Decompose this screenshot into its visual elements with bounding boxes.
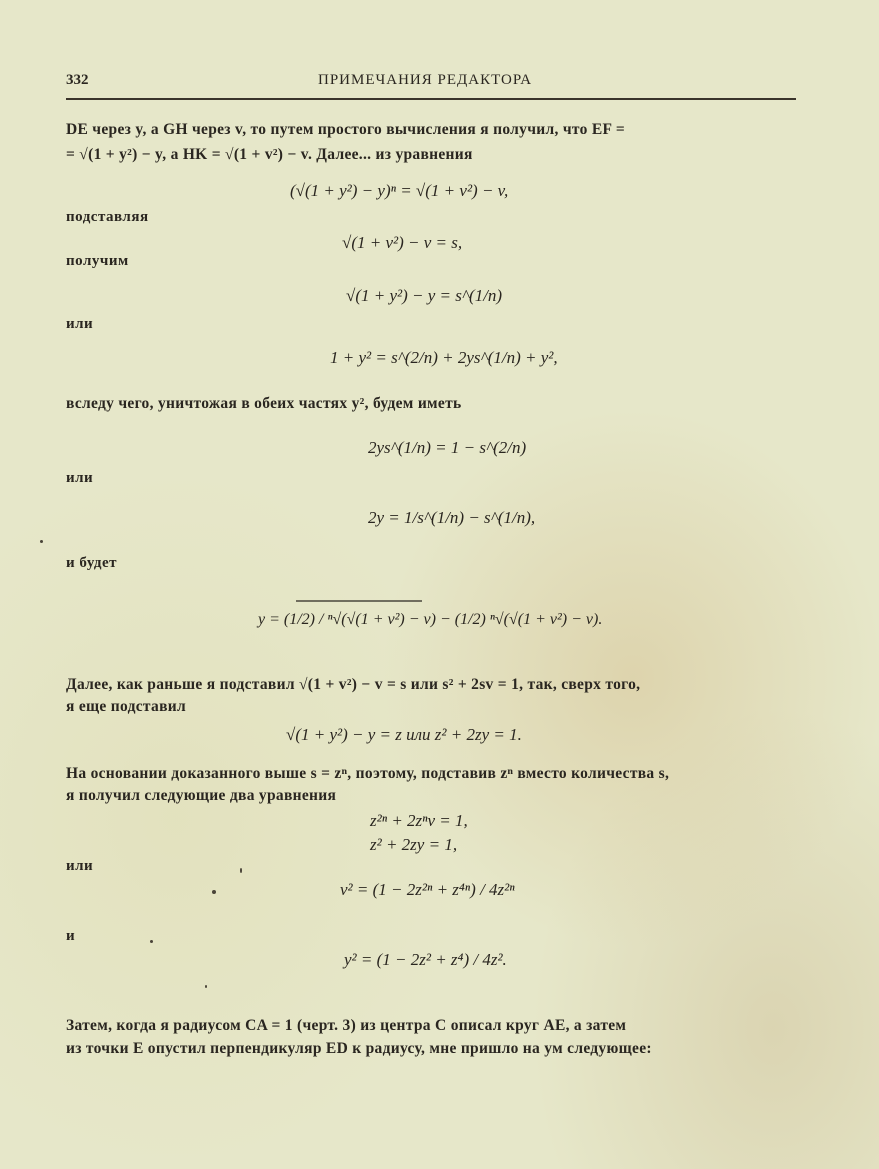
equation-9b: z² + 2zy = 1,	[370, 835, 458, 854]
para1-line1: DE через y, а GH через v, то путем простого вычисления я получил, что EF =	[66, 121, 625, 138]
paper-speck	[150, 940, 153, 943]
para2: вследу чего, уничтожая в обеих частях y², будем иметь	[66, 395, 462, 412]
word-poluchim: получим	[66, 253, 129, 269]
equation-5: 2ys^(1/n) = 1 − s^(2/n)	[368, 438, 527, 457]
para4-line2: я получил следующие два уравнения	[66, 787, 337, 804]
word-ili-2: или	[66, 470, 94, 486]
equation-9a: z²ⁿ + 2zⁿv = 1,	[370, 811, 468, 830]
equation-1: (√(1 + y²) − y)ⁿ = √(1 + v²) − v,	[290, 181, 509, 200]
equation-2: √(1 + v²) − v = s,	[342, 233, 463, 252]
para5-line2: из точки E опустил перпендикуляр ED к радиусу, мне пришло на ум следующее:	[66, 1040, 652, 1057]
para1-line2: = √(1 + y²) − y, а HK = √(1 + v²) − v. Далее... из уравнения	[66, 146, 473, 163]
paper-speck	[212, 890, 216, 894]
word-podstavlyaya: подставляя	[66, 209, 149, 225]
equation-6: 2y = 1/s^(1/n) − s^(1/n),	[368, 508, 536, 527]
para4-line1: На основании доказанного выше s = zⁿ, поэтому, подставив zⁿ вместо количества s,	[66, 765, 670, 782]
paper-speck	[205, 985, 207, 988]
para5-line1: Затем, когда я радиусом CA = 1 (черт. 3) из центра C описал круг AE, а затем	[66, 1017, 627, 1034]
fraction-bar-eq7	[290, 596, 610, 606]
equation-11: y² = (1 − 2z² + z⁴) / 4z².	[344, 950, 507, 969]
header-rule	[66, 98, 796, 100]
para3-line2: я еще подставил	[66, 698, 186, 715]
word-i-budet: и будет	[66, 555, 117, 571]
equation-7: y = (1/2) / ⁿ√(√(1 + v²) − v) − (1/2) ⁿ√(√(1 + v²) − v).	[258, 611, 603, 628]
equation-3: √(1 + y²) − y = s^(1/n)	[346, 286, 503, 305]
word-ili-3: или	[66, 858, 94, 874]
para3-line1: Далее, как раньше я подставил √(1 + v²) − v = s или s² + 2sv = 1, так, сверх того,	[66, 676, 641, 693]
equation-8: √(1 + y²) − y = z или z² + 2zy = 1.	[286, 725, 522, 744]
page-number: 332	[66, 72, 89, 88]
paper-speck	[240, 868, 242, 873]
word-i: и	[66, 928, 76, 944]
equation-10: v² = (1 − 2z²ⁿ + z⁴ⁿ) / 4z²ⁿ	[340, 880, 515, 899]
equation-4: 1 + y² = s^(2/n) + 2ys^(1/n) + y²,	[330, 348, 558, 367]
paper-speck	[40, 540, 43, 543]
running-header: ПРИМЕЧАНИЯ РЕДАКТОРА	[318, 72, 533, 88]
word-ili-1: или	[66, 316, 94, 332]
